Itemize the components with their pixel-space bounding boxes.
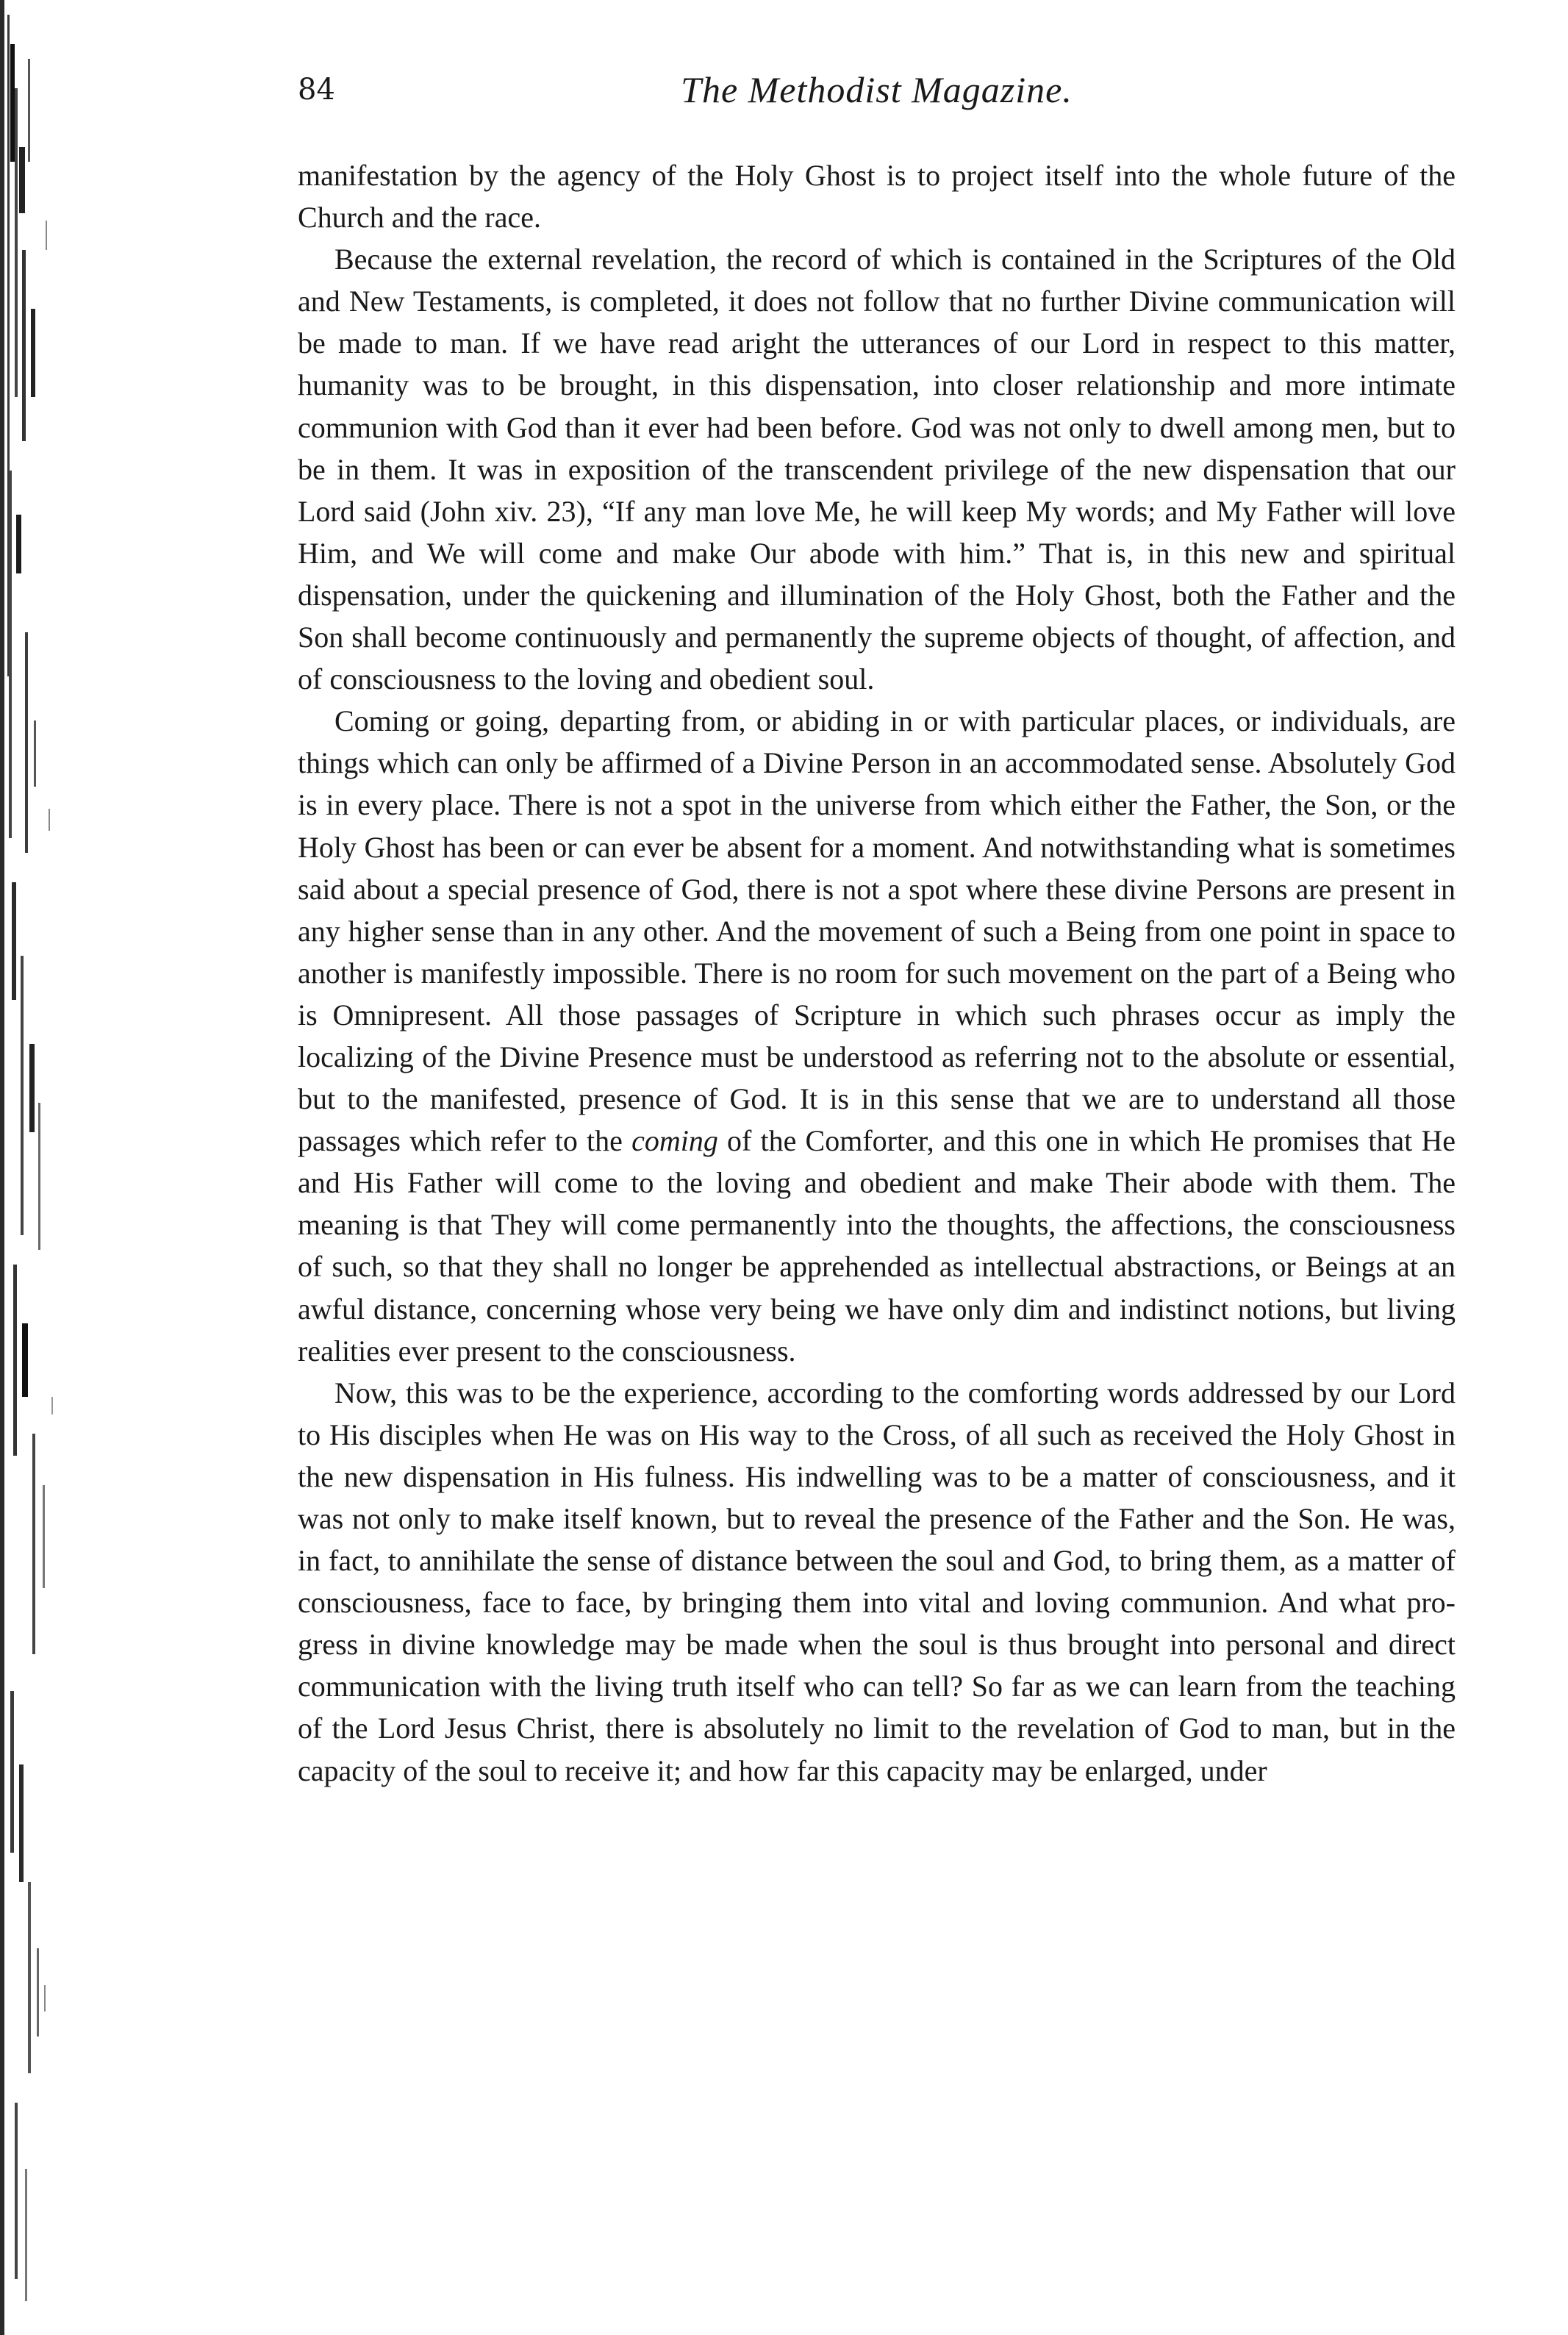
paragraph: Now, this was to be the experience, according to the comforting words addressed by our Lord to His disciples when He was on His way to the Cross, of all such as received the Holy Ghost in the new dispensation in His fulness. His indwelling was to be a matter of consciousness, and it was not only to make itself known, but to reveal the presence of the Father and the Son. He was, in fact, to annihilate the sense of distance between the soul and God, to bring them, as a matter of consciousness, face to face, by bringing them into vital and loving communion. And what progress in divine knowledge may be made when the soul is thus brought into personal and direct communication with the living truth itself who can tell? So far as we can learn from the teaching of the Lord Jesus Christ, there is absolutely no limit to the revelation of God to man, but in the capacity of the soul to receive it; and how far this capacity may be enlarged, under [298,1376,1456,1787]
running-title: The Methodist Magazine. [681,69,1073,110]
paragraph: Because the external revelation, the record of which is contained in the Scriptures of the Old and New Testaments, is completed, it does not follow that no further Divine communication will be made to man. If we have read aright the utterances of our Lord in respect to this matter, humanity was to be brought, in this dispensation, into closer relationship and more intimate communion with God than it ever had been before. God was not only to dwell among men, but to be in them. It was in exposition of the transcendent privilege of the new dispensation that our Lord said (John xiv. 23), “If any man love Me, he will keep My words; and My Father will love Him, and We will come and make Our abode with him.” That is, in this new and spiritual dispensation, under the quickening and illumination of the Holy Ghost, both the Father and the Son shall become continuously and permanently the supreme objects of thought, of affection, and of consciousness to the loving and obedient soul. [298,243,1456,696]
paragraph [298,700,1456,1372]
page-header [298,68,1456,119]
paragraph-text: of the Comforter, and this one in which He promises that He and His Father will come to the loving and obedient and make Their abode with them. The meaning is that They will come permanently into the thoughts, the affections, the consciousness of such, so that they shall no longer be apprehended as intellectual abstractions, or Beings at an awful distance, concerning whose very being we have only dim and indistinct notions, but living realities ever present to the consciousness. [298,1124,1456,1367]
page-number: 84 [298,73,335,107]
paragraph: manifestation by the agency of the Holy Ghost is to project itself into the whole future of the Church and the race. [298,159,1456,235]
article-body [298,154,1456,1792]
scanned-binding-edge [0,0,70,2335]
emphasized-word: coming [631,1124,718,1158]
paragraph-text: Coming or going, departing from, or abiding in or with particular places, or individuals, are things which can only be affirmed of a Divine Person in an accommodated sense. Absolutely God is in every place. There is not a spot in the universe from which either the Father, the Son, or the Holy Ghost has been or can ever be absent for a moment. And notwithstanding what is sometimes said about a special presence of God, there is not a spot where these divine Persons are present in any higher sense than in any other. And the movement of such a Being from one point in space to another is manifestly impossible. There is no room for such movement on the part of a Being who is Omnipresent. All those passages of Scripture in which such phrases occur as imply the localizing of the Divine Presence must be understood as referring not to the absolute or essential, but to the manifested, presence of God. It is in this sense that we are to understand all those passages which refer to the [298,704,1456,1158]
